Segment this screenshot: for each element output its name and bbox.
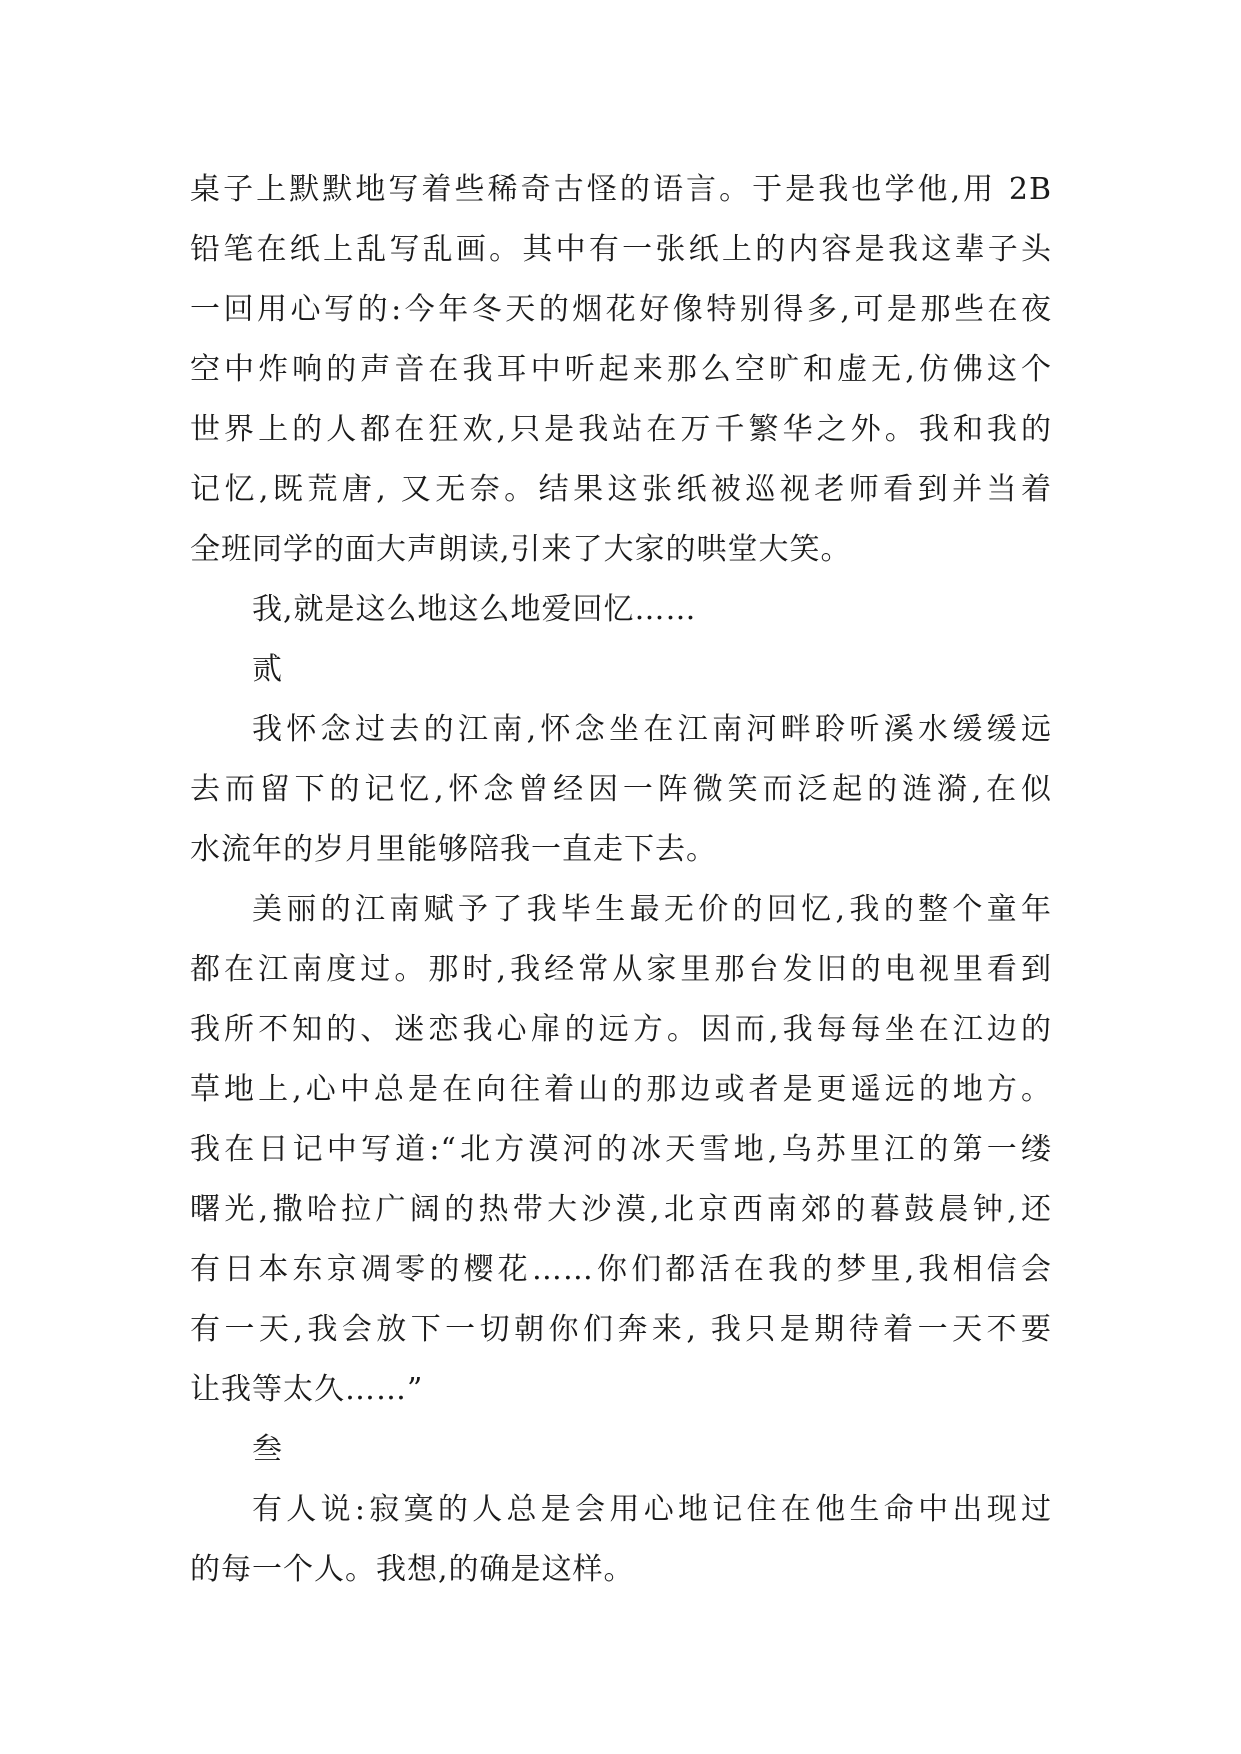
text-line: 让我等太久……”: [190, 1372, 424, 1407]
text-line: 桌子上默默地写着些稀奇古怪的语言。于是我也学他,用 2B: [190, 172, 1052, 207]
text-line: 我在日记中写道:“北方漠河的冰天雪地,乌苏里江的第一缕: [190, 1132, 1052, 1167]
text-line: 有日本东京凋零的樱花……你们都活在我的梦里,我相信会: [190, 1252, 1052, 1287]
text-line: 我,就是这么地这么地爱回忆……: [252, 592, 697, 627]
text-line: 一回用心写的:今年冬天的烟花好像特别得多,可是那些在夜: [190, 292, 1052, 327]
document-page: [190, 160, 1052, 1600]
text-line: 都在江南度过。那时,我经常从家里那台发旧的电视里看到: [190, 952, 1052, 987]
text-line: 世界上的人都在狂欢,只是我站在万千繁华之外。我和我的: [190, 412, 1052, 447]
text-line: 记忆,既荒唐, 又无奈。结果这张纸被巡视老师看到并当着: [190, 472, 1052, 507]
text-line: 我所不知的、迷恋我心扉的远方。因而,我每每坐在江边的: [190, 1012, 1052, 1047]
text-line: 草地上,心中总是在向往着山的那边或者是更遥远的地方。: [190, 1072, 1052, 1107]
text-line: 铅笔在纸上乱写乱画。其中有一张纸上的内容是我这辈子头: [190, 232, 1052, 267]
text-line: 有一天,我会放下一切朝你们奔来, 我只是期待着一天不要: [190, 1312, 1052, 1347]
text-line: 的每一个人。我想,的确是这样。: [190, 1552, 635, 1587]
text-line: 曙光,撒哈拉广阔的热带大沙漠,北京西南郊的暮鼓晨钟,还: [190, 1192, 1052, 1227]
text-line: 有人说:寂寞的人总是会用心地记住在他生命中出现过: [252, 1492, 1052, 1527]
text-line: 空中炸响的声音在我耳中听起来那么空旷和虚无,仿佛这个: [190, 352, 1052, 387]
text-line: 去而留下的记忆,怀念曾经因一阵微笑而泛起的涟漪,在似: [190, 772, 1052, 807]
text-line: 水流年的岁月里能够陪我一直走下去。: [190, 832, 717, 867]
text-line: 全班同学的面大声朗读,引来了大家的哄堂大笑。: [190, 532, 852, 567]
section-heading: 贰: [252, 652, 283, 687]
text-line: 我怀念过去的江南,怀念坐在江南河畔聆听溪水缓缓远: [252, 712, 1052, 747]
text-line: 美丽的江南赋予了我毕生最无价的回忆,我的整个童年: [252, 892, 1052, 927]
section-heading: 叁: [252, 1432, 283, 1467]
